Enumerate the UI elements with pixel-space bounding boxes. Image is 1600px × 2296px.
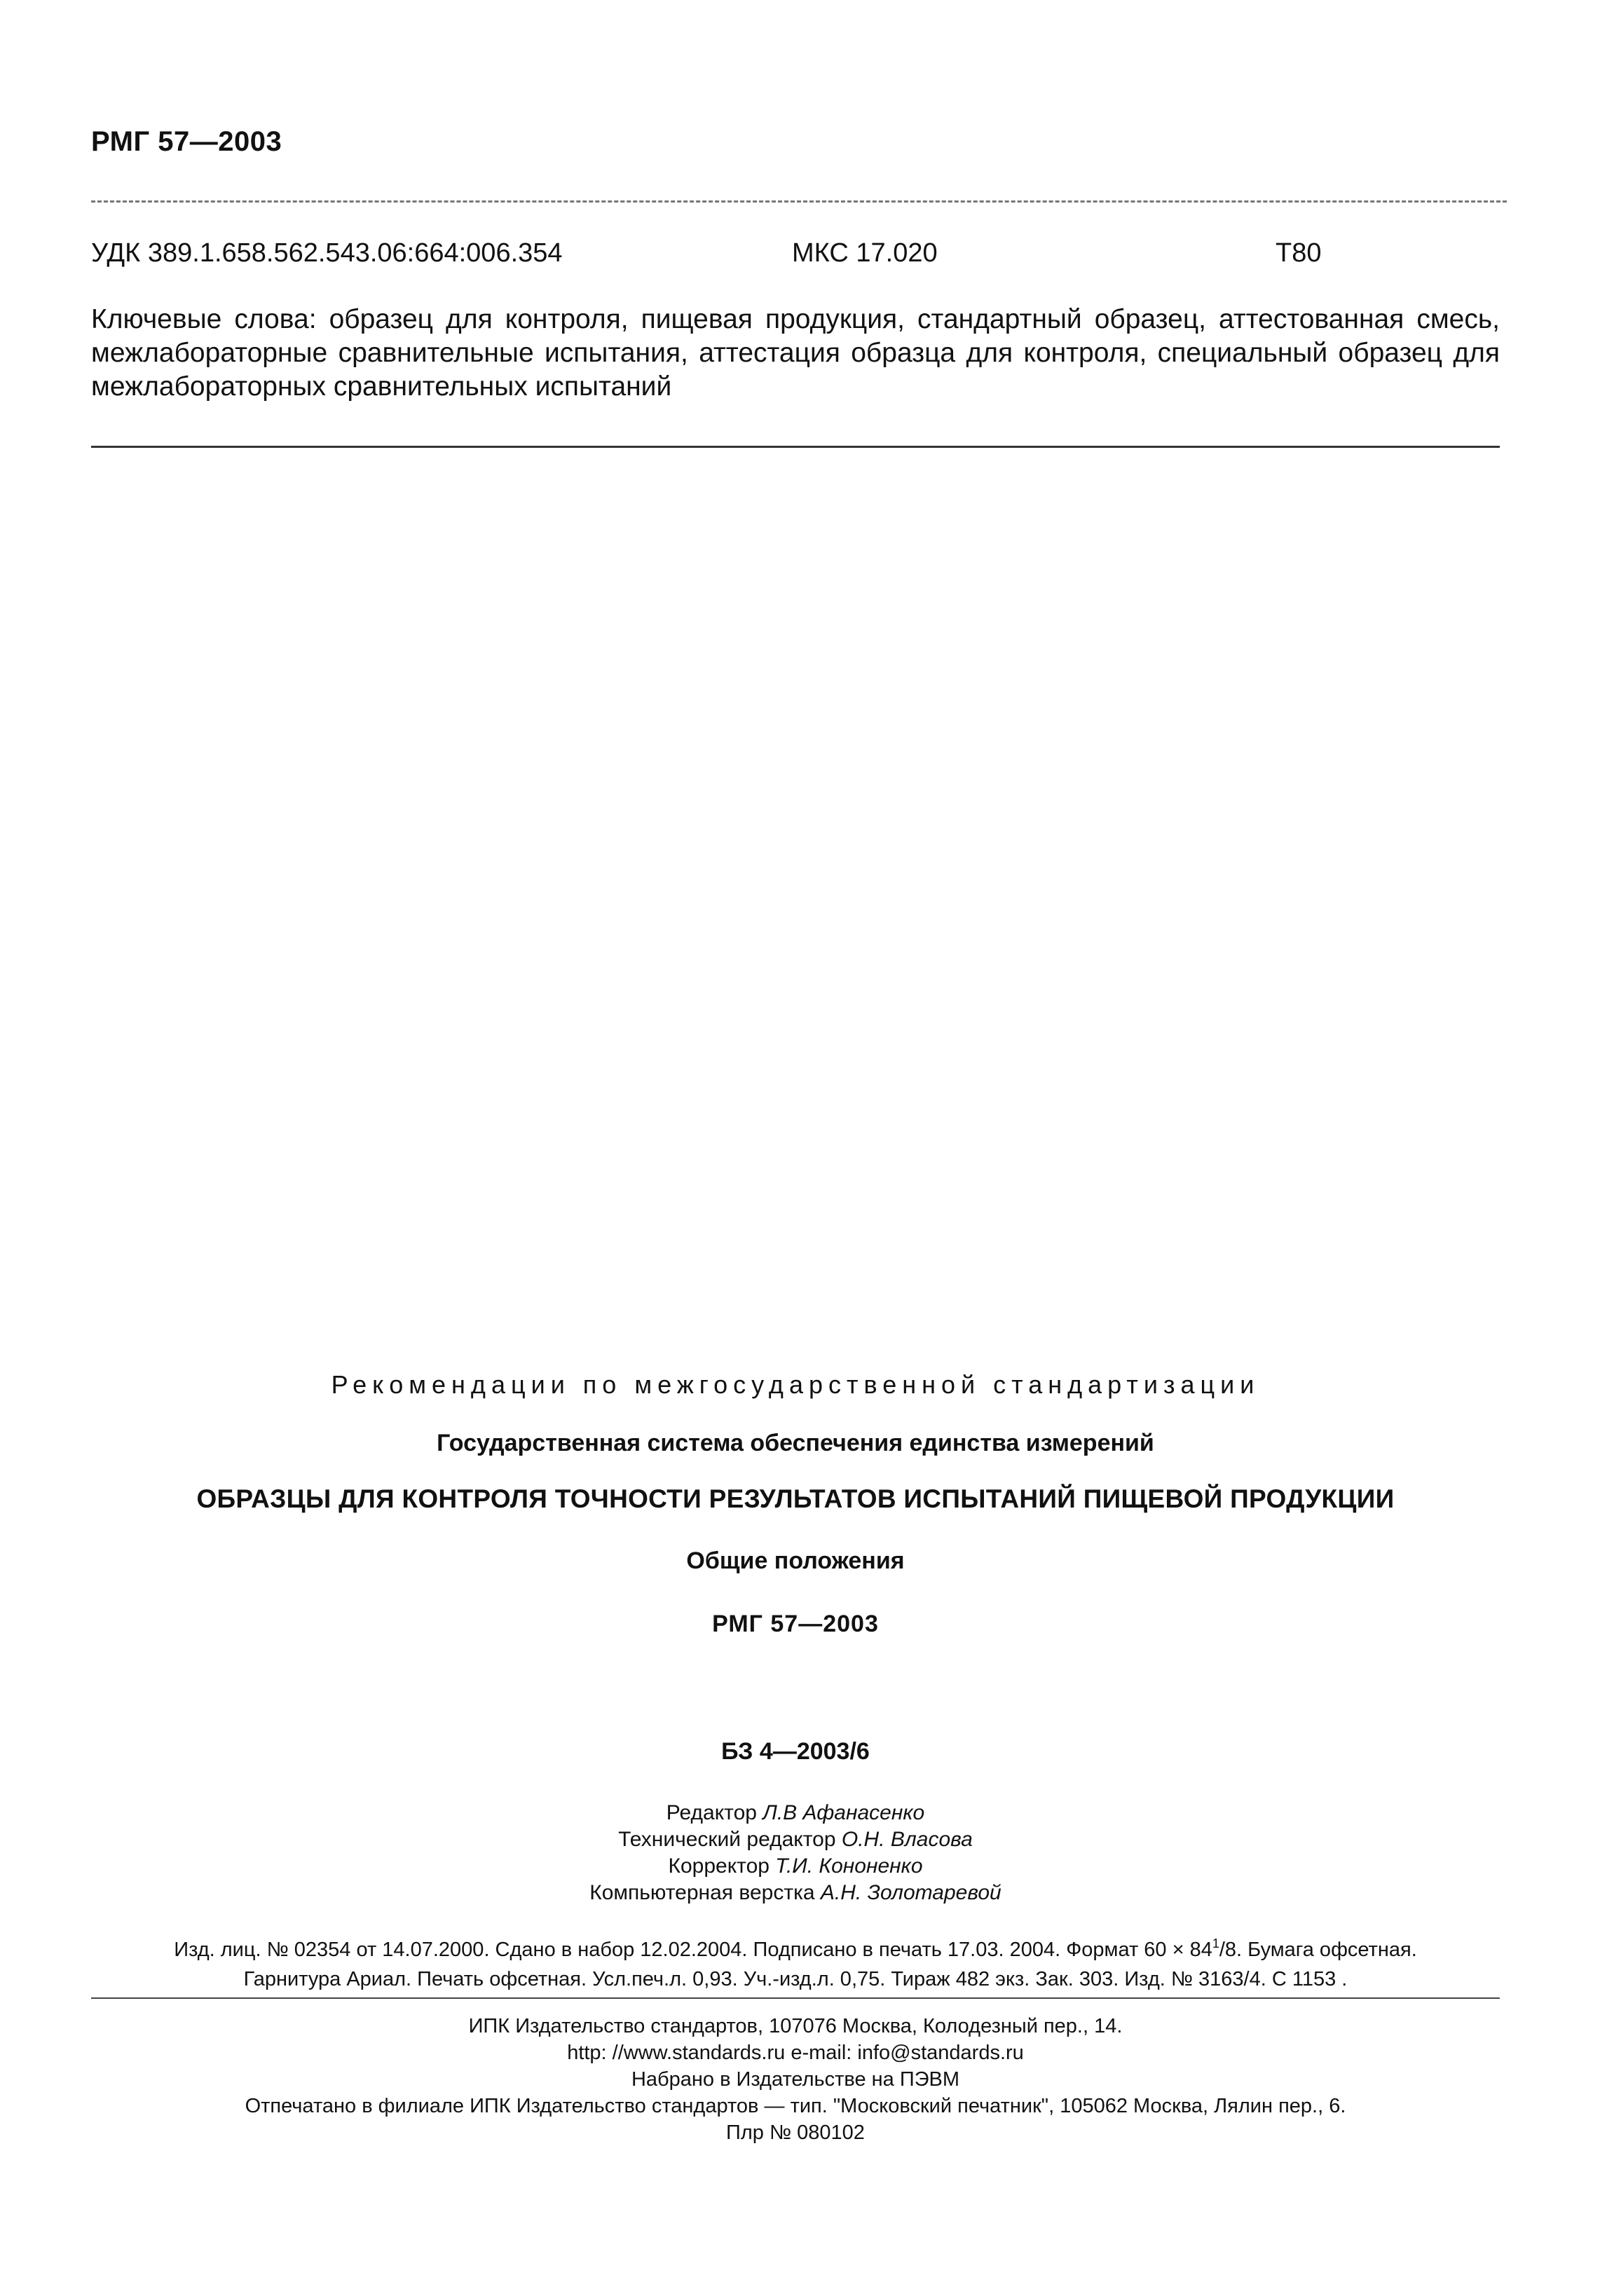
- mks-code: МКС 17.020: [792, 238, 938, 268]
- imprint-line-2: Гарнитура Ариал. Печать офсетная. Усл.печ.л. 0,93. Уч.-изд.л. 0,75. Тираж 482 экз. Зак. 303. Изд. № 3163/4. С 1153 .: [243, 1968, 1348, 1990]
- staff-name: Л.В Афанасенко: [763, 1801, 925, 1824]
- imprint-divider: [91, 1997, 1500, 1999]
- document-subtitle: Общие положения: [686, 1547, 905, 1574]
- publisher-block: [91, 2013, 1500, 2146]
- classification-row: [91, 238, 1500, 272]
- imprint-block: [91, 1929, 1500, 1994]
- staff-name: Т.И. Кононенко: [775, 1854, 923, 1878]
- publisher-address: ИПК Издательство стандартов, 107076 Москва, Колодезный пер., 14.: [468, 2015, 1123, 2037]
- document-title: ОБРАЗЦЫ ДЛЯ КОНТРОЛЯ ТОЧНОСТИ РЕЗУЛЬТАТОВ ИСПЫТАНИЙ ПИЩЕВОЙ ПРОДУКЦИИ: [196, 1484, 1395, 1513]
- header-doc-code: РМГ 57—2003: [91, 126, 282, 157]
- imprint-text: /8. Бумага офсетная.: [1219, 1939, 1417, 1961]
- keywords-paragraph: Ключевые слова: образец для контроля, пищевая продукция, стандартный образец, аттестованная смесь, межлабораторные сравнительные испытания, аттестация образца для контроля, специальный образец для межлабораторных сравнительных испытаний: [91, 304, 1500, 402]
- staff-name: А.Н. Золотаревой: [820, 1881, 1001, 1904]
- staff-line: [91, 1826, 1500, 1853]
- staff-role: Редактор: [666, 1801, 757, 1824]
- staff-list: [91, 1800, 1500, 1906]
- staff-line: [91, 1880, 1500, 1906]
- imprint-superscript: 1: [1212, 1936, 1219, 1950]
- keywords-divider: [91, 446, 1500, 448]
- staff-role: Компьютерная верстка: [589, 1881, 815, 1904]
- publisher-printed: Отпечатано в филиале ИПК Издательство стандартов — тип. "Московский печатник", 105062 Москва, Лялин пер., 6.: [245, 2095, 1346, 2117]
- group-code: Т80: [1276, 238, 1322, 268]
- imprint-line-1: [91, 1929, 1500, 1964]
- document-code: РМГ 57—2003: [712, 1611, 879, 1637]
- staff-role: Корректор: [668, 1854, 770, 1878]
- imprint-text: Изд. лиц. № 02354 от 14.07.2000. Сдано в набор 12.02.2004. Подписано в печать 17.03. 2004. Формат 60 × 84: [174, 1939, 1212, 1961]
- staff-name: О.Н. Власова: [841, 1828, 973, 1851]
- staff-line: [91, 1853, 1500, 1880]
- publisher-typeset: Набрано в Издательстве на ПЭВМ: [631, 2068, 960, 2091]
- series-title: Рекомендации по межгосударственной стандартизации: [331, 1370, 1260, 1399]
- staff-line: [91, 1800, 1500, 1826]
- bz-number: БЗ 4—2003/6: [721, 1738, 870, 1765]
- header-divider: [91, 200, 1507, 203]
- publisher-contacts: http: //www.standards.ru e-mail: info@standards.ru: [567, 2042, 1024, 2064]
- publisher-plr: Плр № 080102: [726, 2121, 865, 2144]
- system-title: Государственная система обеспечения единства измерений: [437, 1430, 1154, 1456]
- staff-role: Технический редактор: [618, 1828, 836, 1851]
- udk-code: УДК 389.1.658.562.543.06:664:006.354: [91, 238, 563, 268]
